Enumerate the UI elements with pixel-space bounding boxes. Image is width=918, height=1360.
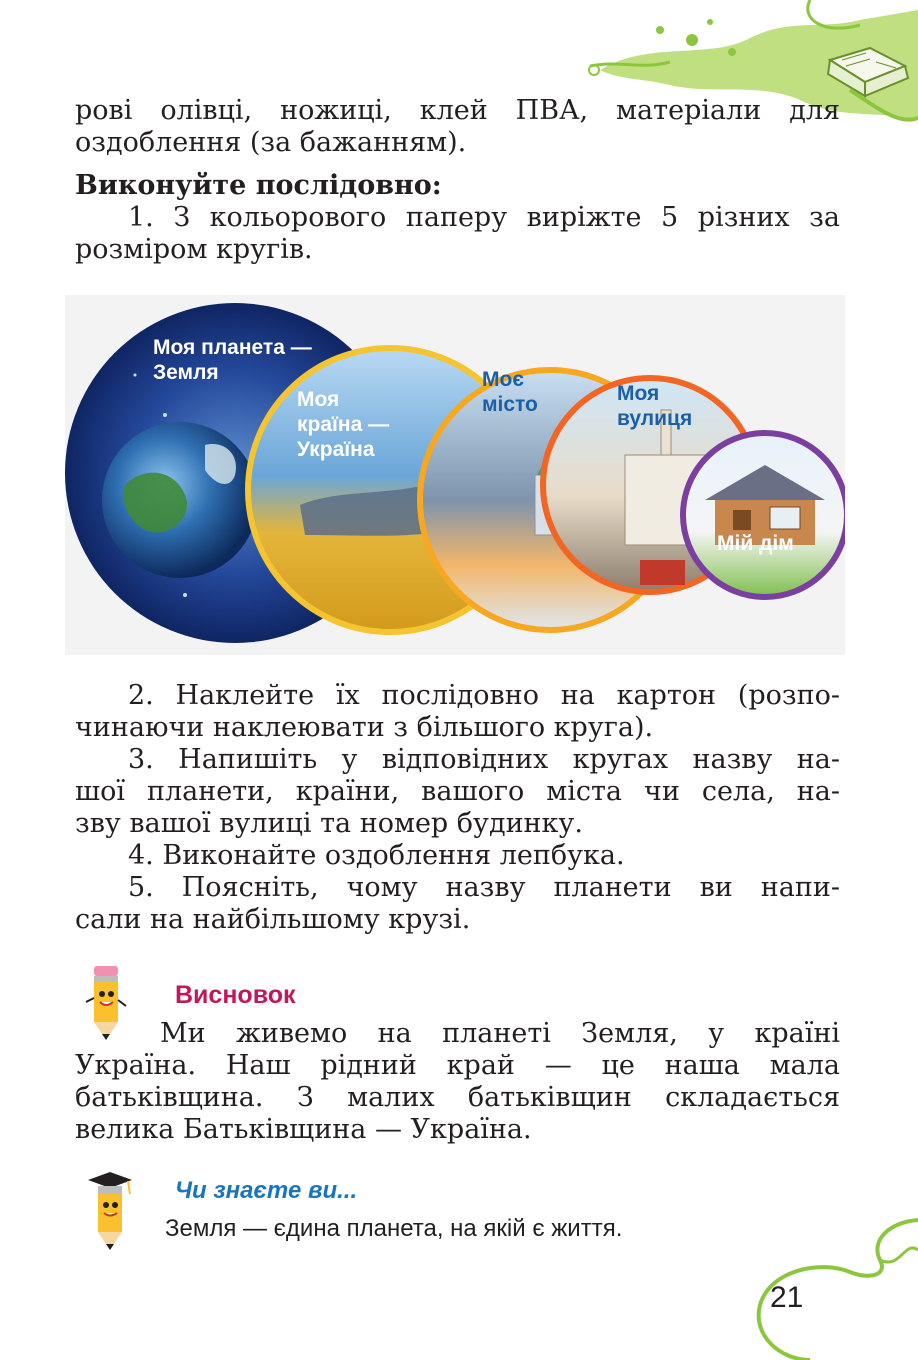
step-3-line-3: зву вашої вулиці та номер будинку. [75, 808, 583, 839]
conclusion-line-3: батьківщина. З малих батьківщин складається [75, 1082, 840, 1113]
step-1-line-2: розміром кругів. [75, 234, 313, 265]
circle-4-label: Моя вулиця [617, 382, 693, 430]
step-3-line-2: шої планети, країни, вашого міста чи села, на- [75, 776, 840, 807]
step-1-text: З кольорового паперу виріжте 5 різних за [173, 202, 840, 233]
step-2: 2. Наклейте їх послідовно на картон (розпо- [128, 680, 840, 711]
circle-5-label: Мій дім [717, 532, 794, 555]
page-number: 21 [770, 1281, 804, 1314]
step-3-number: 3. [128, 744, 154, 775]
step-5: 5. Поясніть, чому назву планети ви напи- [128, 872, 840, 903]
pencil-mascot-icon [82, 962, 132, 1044]
conclusion-line-2: Україна. Наш рідний край — це наша мала [75, 1050, 840, 1081]
step-3: 3. Напишіть у відповідних кругах назву на- [128, 744, 840, 775]
intro-line-1: рові олівці, ножиці, клей ПВА, матеріали для [75, 95, 840, 126]
steps-heading: Виконуйте послідовно: [75, 170, 442, 201]
step-2-number: 2. [128, 680, 154, 711]
step-1 [128, 202, 840, 234]
circle-3-label: Моє місто [482, 368, 538, 416]
circle-1-label: Моя планета — Земля [153, 336, 312, 384]
did-you-know-text: Земля — єдина планета, на якій є життя. [165, 1215, 623, 1242]
conclusion-heading: Висновок [175, 981, 296, 1009]
circle-2-label: Моя країна — Україна [297, 388, 390, 461]
conclusion-line-1: Ми живемо на планеті Земля, у країні [160, 1018, 840, 1049]
conclusion-line-4: велика Батьківщина — Україна. [75, 1114, 532, 1145]
intro-line-2: оздоблення (за бажанням). [75, 127, 467, 158]
footer-decoration [730, 1210, 918, 1360]
step-5-line-2: сали на найбільшому крузі. [75, 904, 471, 935]
step-5-number: 5. [128, 872, 154, 903]
step-2-line-2: чинаючи наклеювати з більшого круга). [75, 712, 654, 743]
graduate-pencil-mascot-icon [84, 1170, 136, 1254]
step-4: 4. Виконайте оздоблення лепбука. [128, 840, 625, 871]
did-you-know-heading: Чи знаєте ви... [175, 1177, 358, 1204]
step-4-number: 4. [128, 840, 154, 871]
circles-figure [65, 295, 845, 655]
step-1-number: 1. [128, 202, 154, 233]
